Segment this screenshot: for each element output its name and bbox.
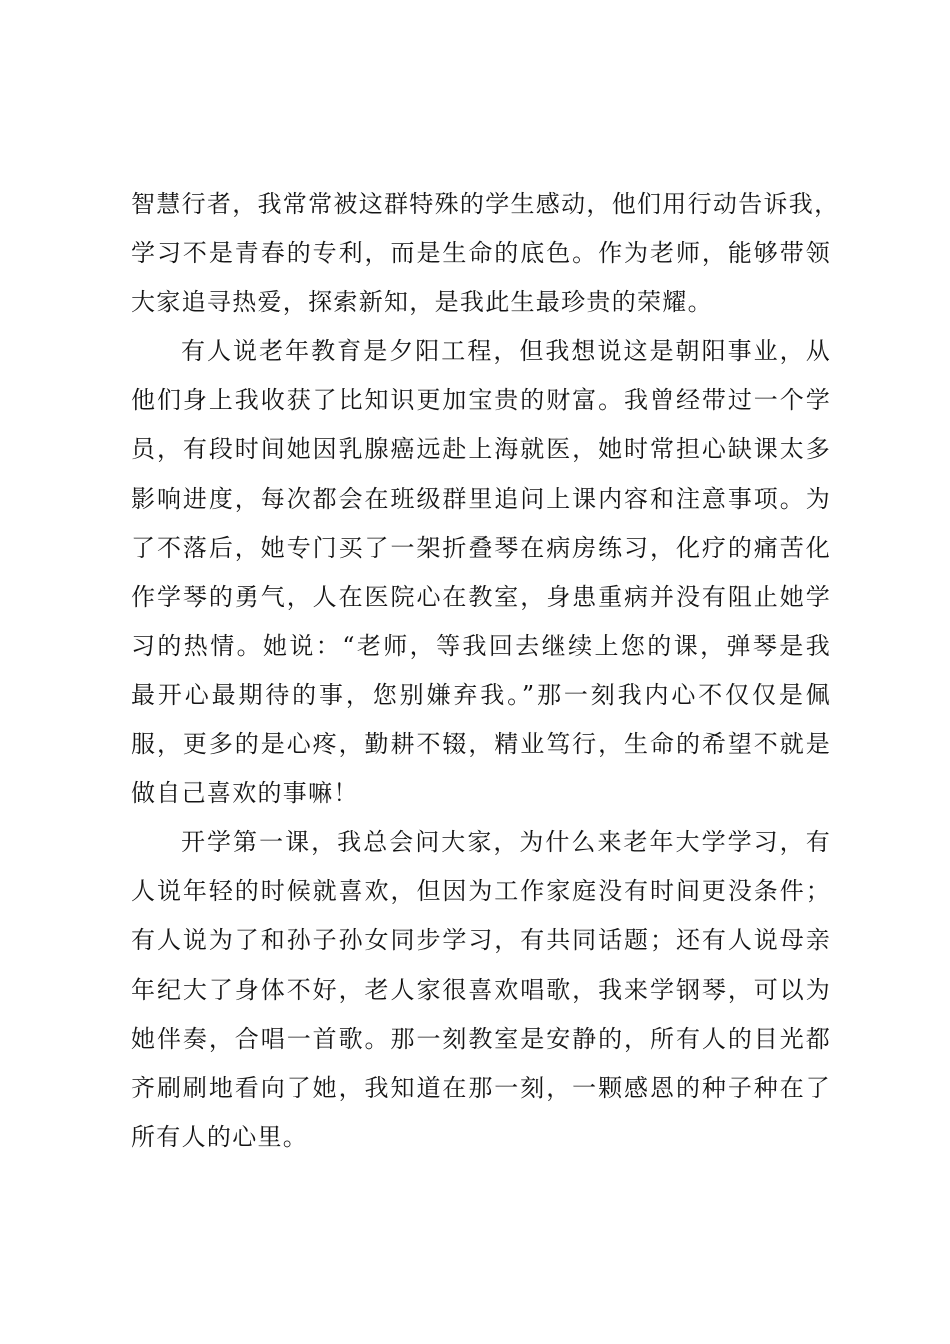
text-line: 员，有段时间她因乳腺癌远赴上海就医，她时常担心缺课太多 — [131, 435, 831, 464]
text-line: 了不落后，她专门买了一架折叠琴在病房练习，化疗的痛苦化 — [131, 533, 831, 562]
text-line: 有人说老年教育是夕阳工程，但我想说这是朝阳事业，从 — [181, 337, 831, 366]
text-line: 影响进度，每次都会在班级群里追问上课内容和注意事项。为 — [131, 484, 831, 513]
text-line: 人说年轻的时候就喜欢，但因为工作家庭没有时间更没条件； — [131, 877, 831, 906]
text-line: 有人说为了和孙子孙女同步学习，有共同话题；还有人说母亲 — [131, 926, 831, 955]
text-line: 齐刷刷地看向了她，我知道在那一刻，一颗感恩的种子种在了 — [131, 1073, 831, 1102]
text-line: 他们身上我收获了比知识更加宝贵的财富。我曾经带过一个学 — [131, 386, 831, 415]
body-text — [131, 180, 840, 1162]
text-line: 智慧行者，我常常被这群特殊的学生感动，他们用行动告诉我， — [131, 190, 840, 218]
text-line: 开学第一课，我总会问大家，为什么来老年大学学习，有 — [181, 828, 831, 857]
text-line: 所有人的心里。 — [131, 1122, 309, 1151]
text-line: 她伴奏，合唱一首歌。那一刻教室是安静的，所有人的目光都 — [131, 1024, 831, 1053]
text-line: 最开心最期待的事，您别嫌弃我。”那一刻我内心不仅仅是佩 — [131, 680, 831, 709]
text-line: 习的热情。她说：“老师，等我回去继续上您的课，弹琴是我 — [131, 631, 831, 660]
text-line: 做自己喜欢的事嘛！ — [131, 779, 359, 808]
text-line: 服，更多的是心疼，勤耕不辍，精业笃行，生命的希望不就是 — [131, 730, 831, 759]
text-line: 学习不是青春的专利，而是生命的底色。作为老师，能够带领 — [131, 239, 831, 268]
text-line: 大家追寻热爱，探索新知，是我此生最珍贵的荣耀。 — [131, 288, 713, 317]
paragraph-3 — [131, 818, 831, 1162]
paragraph-1 — [131, 180, 840, 327]
paragraph-2 — [131, 327, 831, 818]
text-line: 作学琴的勇气，人在医院心在教室，身患重病并没有阻止她学 — [131, 582, 831, 611]
text-line: 年纪大了身体不好，老人家很喜欢唱歌，我来学钢琴，可以为 — [131, 975, 831, 1004]
